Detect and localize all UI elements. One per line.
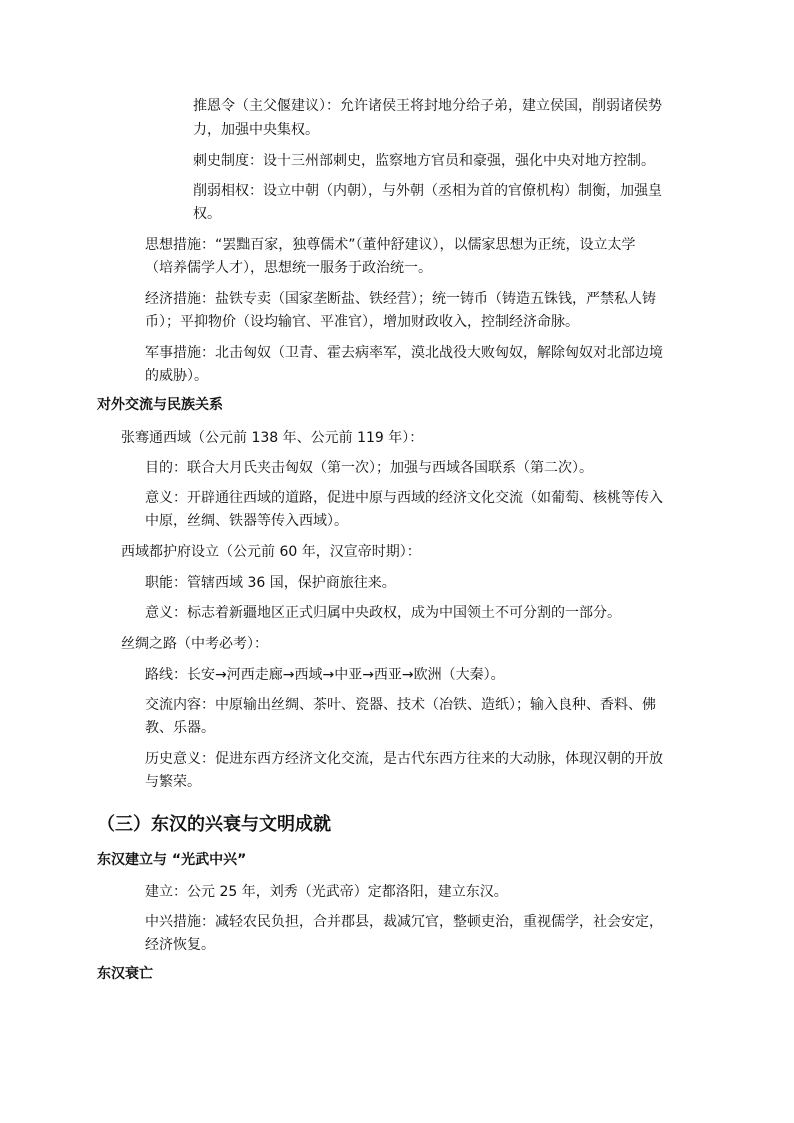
tuien-line-2: 力，加强中央集权。 bbox=[193, 122, 319, 138]
jingji-line-1: 经济措施：盐铁专卖（国家垄断盐、铁经营）；统一铸币（铸造五铢钱，严禁私人铸 bbox=[145, 291, 656, 307]
silk-road-line: 丝绸之路（中考必考）： bbox=[121, 636, 268, 652]
junshi-line-1: 军事措施：北击匈奴（卫青、霍去病率军，漠北战役大败匈奴，解除匈奴对北部边境 bbox=[145, 345, 663, 361]
duhufu-function: 职能：管辖西域 36 国，保护商旅往来。 bbox=[145, 575, 396, 591]
decline-heading: 东汉衰亡 bbox=[97, 966, 153, 982]
silk-history-2: 与繁荣。 bbox=[145, 774, 201, 790]
silk-history-1: 历史意义：促进东西方经济文化交流，是古代东西方往来的大动脉，体现汉朝的开放 bbox=[145, 751, 663, 767]
sixiang-line-2: （培养儒学人才），思想统一服务于政治统一。 bbox=[145, 260, 432, 276]
silk-exchange-2: 教、乐器。 bbox=[145, 720, 215, 736]
revival-line-2: 经济恢复。 bbox=[145, 937, 215, 953]
junshi-line-2: 的威胁）。 bbox=[145, 368, 208, 384]
cishi-line: 刺史制度：设十三州部刺史，监察地方官员和豪强，强化中央对地方控制。 bbox=[193, 153, 655, 169]
founding-heading: 东汉建立与 “光武中兴” bbox=[97, 852, 247, 868]
founding-line: 建立：公元 25 年，刘秀（光武帝）定都洛阳，建立东汉。 bbox=[145, 884, 508, 900]
zhangqian-meaning-2: 中原，丝绸、铁器等传入西域）。 bbox=[145, 513, 348, 529]
xiaoruo-line-1: 削弱相权：设立中朝（内朝），与外朝（丞相为首的官僚机构）制衡，加强皇 bbox=[193, 183, 662, 199]
zhangqian-line: 张骞通西域（公元前 138 年、公元前 119 年）： bbox=[121, 430, 424, 446]
duhufu-line: 西域都护府设立（公元前 60 年，汉宣帝时期）： bbox=[121, 544, 421, 560]
jingji-line-2: 币）；平抑物价（设均输官、平准官），增加财政收入，控制经济命脉。 bbox=[145, 314, 579, 330]
silk-exchange-1: 交流内容：中原输出丝绸、茶叶、瓷器、技术（冶铁、造纸）；输入良种、香料、佛 bbox=[145, 697, 656, 713]
tuien-line-1: 推恩令（主父偃建议）：允许诸侯王将封地分给子弟，建立侯国，削弱诸侯势 bbox=[193, 98, 662, 114]
silk-route: 路线：长安→河西走廊→西域→中亚→西亚→欧洲（大秦）。 bbox=[145, 667, 505, 683]
zhangqian-meaning-1: 意义：开辟通往西域的道路，促进中原与西域的经济文化交流（如葡萄、核桃等传入 bbox=[145, 490, 663, 506]
duhufu-meaning: 意义：标志着新疆地区正式归属中央政权，成为中国领土不可分割的一部分。 bbox=[145, 605, 621, 621]
revival-line-1: 中兴措施：减轻农民负担，合并郡县，裁减冗官，整顿吏治，重视儒学，社会安定， bbox=[145, 914, 663, 930]
foreign-relations-heading: 对外交流与民族关系 bbox=[97, 397, 223, 413]
xiaoruo-line-2: 权。 bbox=[193, 206, 221, 222]
sixiang-line-1: 思想措施：“罢黜百家，独尊儒术”（董仲舒建议），以儒家思想为正统，设立太学 bbox=[145, 237, 636, 253]
section-3-title: （三）东汉的兴衰与文明成就 bbox=[97, 814, 331, 835]
zhangqian-purpose: 目的：联合大月氏夹击匈奴（第一次）；加强与西域各国联系（第二次）。 bbox=[145, 460, 593, 476]
